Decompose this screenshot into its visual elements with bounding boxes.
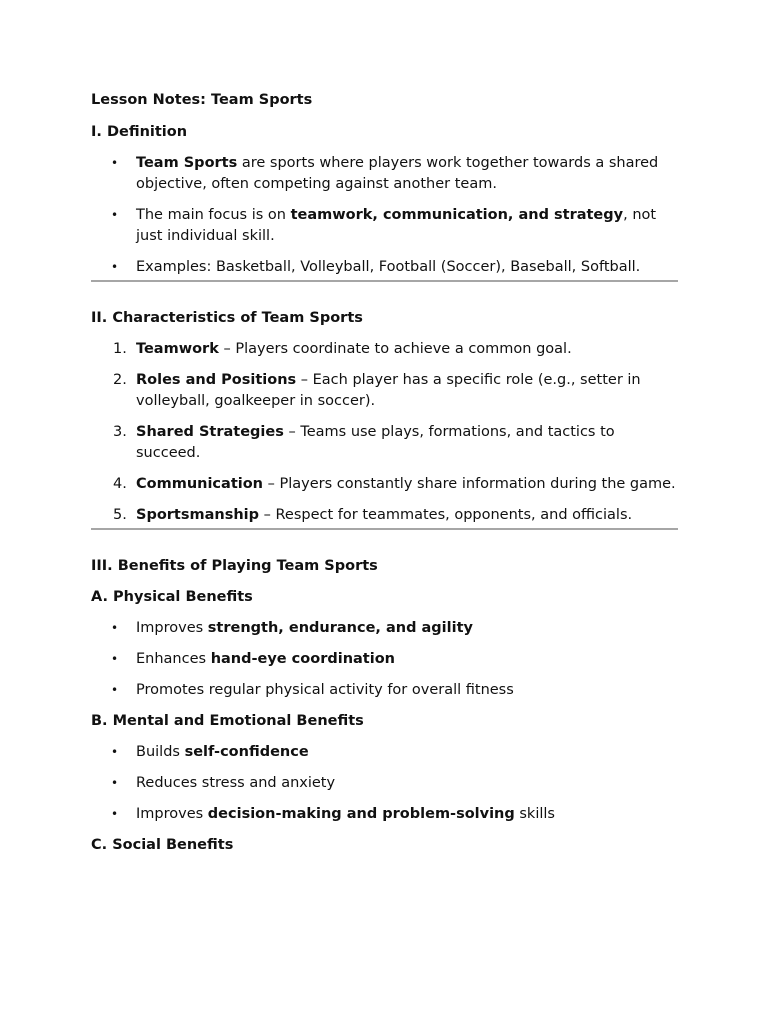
item-text: The main focus is on — [136, 207, 291, 223]
item-bold-text: Communication — [136, 476, 264, 492]
item-text: Improves — [136, 620, 208, 636]
bullet-icon: • — [111, 807, 119, 821]
list-item — [91, 370, 678, 412]
list-item — [91, 422, 678, 464]
document-title: Lesson Notes: Team Sports — [91, 92, 313, 108]
list-item — [91, 153, 678, 195]
section-heading-characteristics: II. Characteristics of Team Sports — [91, 310, 363, 326]
list-item — [91, 804, 678, 825]
list-item — [91, 649, 678, 670]
list-item — [91, 205, 678, 247]
subheading-mental-benefits: B. Mental and Emotional Benefits — [91, 713, 364, 729]
list-item — [91, 742, 678, 763]
list-number: 1. — [113, 341, 127, 357]
list-item — [91, 257, 678, 278]
item-bold-text: teamwork, communication, and strategy — [290, 207, 624, 223]
bullet-icon: • — [111, 745, 119, 759]
characteristics-list — [91, 339, 678, 526]
section-divider — [91, 528, 678, 530]
document-content — [91, 90, 678, 866]
definition-list — [91, 153, 678, 278]
subheading-social-benefits: C. Social Benefits — [91, 837, 234, 853]
section-heading-benefits: III. Benefits of Playing Team Sports — [91, 558, 378, 574]
section-heading-definition: I. Definition — [91, 124, 188, 140]
mental-benefits-list — [91, 742, 678, 825]
physical-benefits-list — [91, 618, 678, 701]
item-text: Improves — [136, 806, 208, 822]
item-text: skills — [514, 806, 555, 822]
item-text: Builds — [136, 744, 185, 760]
bullet-icon: • — [111, 260, 119, 274]
item-text: are sports where players work together towards a shared objective, often competing against another team. — [136, 155, 659, 192]
item-text: – Players coordinate to achieve a common goal. — [218, 341, 572, 357]
list-number: 2. — [113, 372, 127, 388]
list-number: 3. — [113, 424, 127, 440]
list-item — [91, 680, 678, 701]
item-text: Examples: Basketball, Volleyball, Football (Soccer), Baseball, Softball. — [136, 259, 641, 275]
item-bold-text: self-confidence — [184, 744, 309, 760]
bullet-icon: • — [111, 208, 119, 222]
item-text: – Respect for teammates, opponents, and officials. — [259, 507, 633, 523]
subheading-physical-benefits: A. Physical Benefits — [91, 589, 253, 605]
bullet-icon: • — [111, 156, 119, 170]
list-number: 4. — [113, 476, 127, 492]
item-text: – Teams use plays, formations, and tactics to succeed. — [136, 424, 615, 461]
list-item — [91, 505, 678, 526]
item-bold-text: decision-making and problem-solving — [207, 806, 515, 822]
list-item — [91, 773, 678, 794]
item-text: Promotes regular physical activity for overall fitness — [136, 682, 514, 698]
item-text: – Each player has a specific role (e.g., setter in volleyball, goalkeeper in soccer). — [136, 372, 641, 409]
item-text: , not just individual skill. — [136, 207, 657, 244]
list-item — [91, 474, 678, 495]
bullet-icon: • — [111, 652, 119, 666]
item-bold-text: Roles and Positions — [136, 372, 297, 388]
item-text: – Players constantly share information during the game. — [263, 476, 676, 492]
item-bold-text: strength, endurance, and agility — [207, 620, 473, 636]
bullet-icon: • — [111, 621, 119, 635]
item-bold-text: Teamwork — [136, 341, 219, 357]
list-item — [91, 618, 678, 639]
item-bold-text: Team Sports — [136, 155, 238, 171]
item-text: Enhances — [136, 651, 211, 667]
item-bold-text: hand-eye coordination — [210, 651, 395, 667]
section-divider — [91, 280, 678, 282]
item-text: Reduces stress and anxiety — [136, 775, 336, 791]
list-item — [91, 339, 678, 360]
item-bold-text: Shared Strategies — [136, 424, 284, 440]
bullet-icon: • — [111, 776, 119, 790]
bullet-icon: • — [111, 683, 119, 697]
item-bold-text: Sportsmanship — [136, 507, 260, 523]
list-number: 5. — [113, 507, 127, 523]
